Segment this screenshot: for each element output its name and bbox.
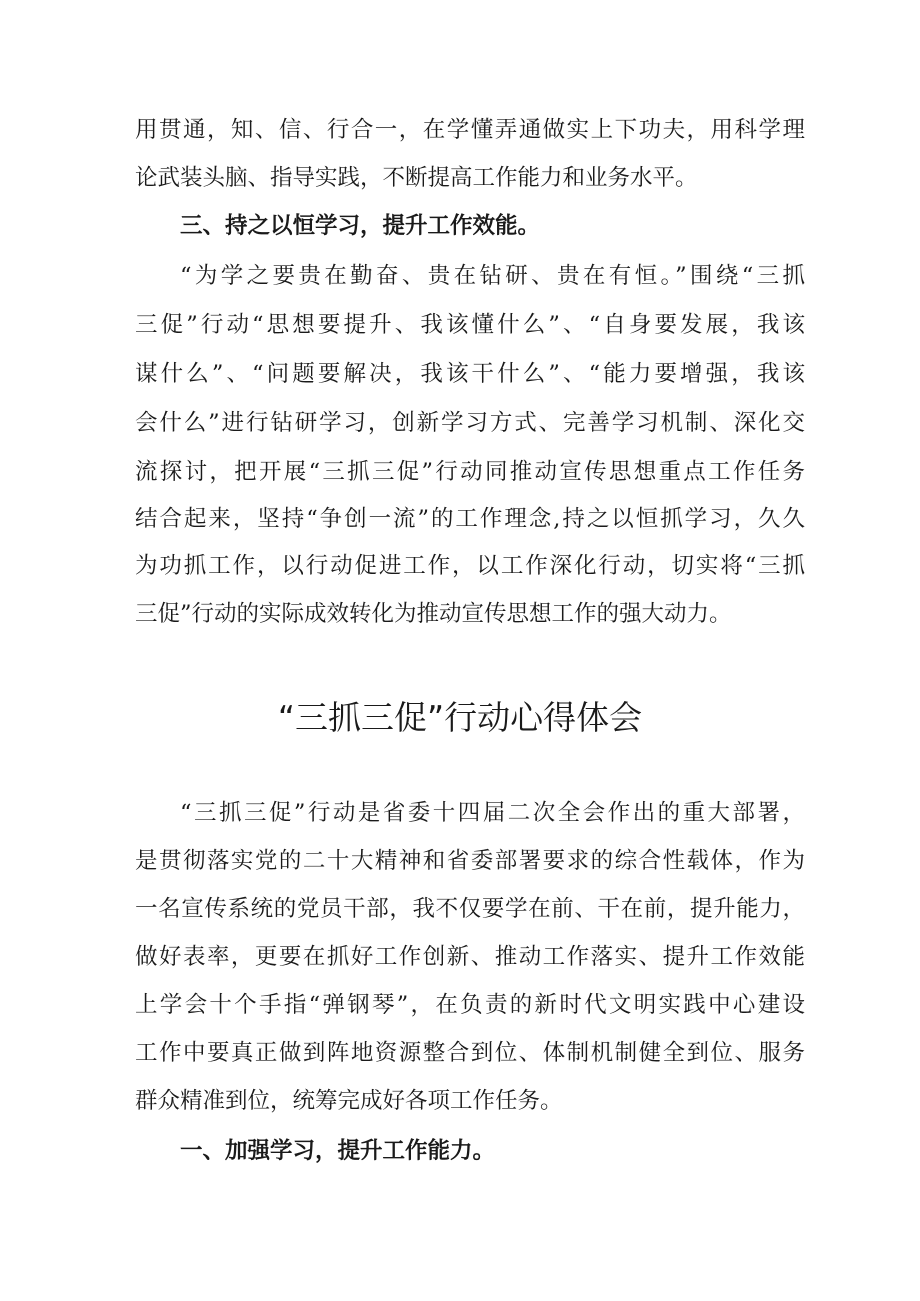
paragraph-line: 会什么”进行钻研学习，创新学习方式、完善学习机制、深化交 xyxy=(135,410,805,436)
paragraph-line: 做好表率，更要在抓好工作创新、推动工作落实、提升工作效能 xyxy=(135,944,805,970)
paragraph-line: “三抓三促”行动是省委十四届二次全会作出的重大部署， xyxy=(180,800,805,826)
section-heading-1: 一、加强学习，提升工作能力。 xyxy=(180,1138,496,1164)
paragraph-line: 流探讨，把开展“三抓三促”行动同推动宣传思想重点工作任务 xyxy=(135,459,805,485)
paragraph-line: 三促”行动“思想要提升、我该懂什么”、“自身要发展，我该 xyxy=(135,312,805,338)
paragraph-line: 群众精准到位，统筹完成好各项工作任务。 xyxy=(135,1088,563,1114)
paragraph-line: 为功抓工作，以行动促进工作，以工作深化行动，切实将“三抓 xyxy=(135,553,805,579)
paragraph-line: 论武装头脑、指导实践，不断提高工作能力和业务水平。 xyxy=(135,165,698,191)
paragraph-line: “为学之要贵在勤奋、贵在钻研、贵在有恒。”围绕“三抓 xyxy=(180,263,805,289)
paragraph-line: 用贯通，知、信、行合一，在学懂弄通做实上下功夫，用科学理 xyxy=(135,117,805,143)
paragraph-line: 谋什么”、“问题要解决，我该干什么”、“能力要增强，我该 xyxy=(135,361,805,387)
paragraph-line: 三促”行动的实际成效转化为推动宣传思想工作的强大动力。 xyxy=(135,601,732,627)
document-title: “三抓三促”行动心得体会 xyxy=(277,698,643,737)
section-heading-3: 三、持之以恒学习，提升工作效能。 xyxy=(180,213,541,239)
paragraph-line: 上学会十个手指“弹钢琴”，在负责的新时代文明实践中心建设 xyxy=(135,992,805,1018)
paragraph-line: 是贯彻落实党的二十大精神和省委部署要求的综合性载体，作为 xyxy=(135,848,805,874)
paragraph-line: 一名宣传系统的党员干部，我不仅要学在前、干在前，提升能力， xyxy=(135,896,805,922)
paragraph-line: 工作中要真正做到阵地资源整合到位、体制机制健全到位、服务 xyxy=(135,1040,805,1066)
paragraph-line: 结合起来，坚持“争创一流”的工作理念,持之以恒抓学习，久久 xyxy=(135,506,805,532)
